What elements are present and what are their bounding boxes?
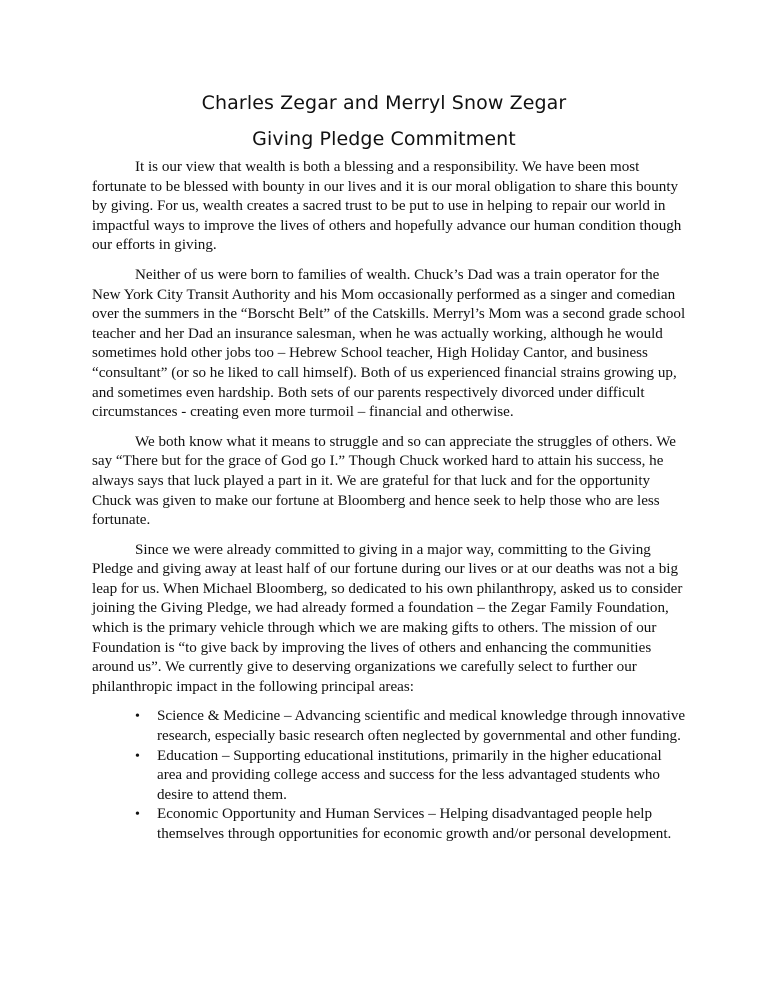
list-item-text: Education – Supporting educational institutions, primarily in the higher educational area and providing college access and success for the less advantaged students who desire to attend them. xyxy=(157,747,662,803)
focus-areas-list xyxy=(92,707,690,844)
bullet-icon: • xyxy=(135,748,140,764)
paragraph-4: Since we were already committed to giving in a major way, committing to the Giving Pledge and giving away at least half of our fortune during our lives or at our deaths was not a big leap for us. When Michael Bloomberg, so dedicated to his own philanthropy, asked us to consider joining the Giving Pledge, we had already formed a foundation – the Zegar Family Foundation, which is the primary vehicle through which we are making gifts to others. The mission of our Foundation is “to give back by improving the lives of others and enhancing the communities around us”. We currently give to deserving organizations we carefully select to further our philanthropic impact in the following principal areas: xyxy=(92,541,683,695)
document-subtitle: Giving Pledge Commitment xyxy=(252,128,516,150)
list-item xyxy=(135,707,690,746)
document-body xyxy=(92,158,690,845)
list-item xyxy=(135,747,690,806)
document-title: Charles Zegar and Merryl Snow Zegar xyxy=(201,92,567,114)
bullet-icon: • xyxy=(135,709,140,725)
list-item-text: Science & Medicine – Advancing scientific and medical knowledge through innovative research, especially basic research often neglected by governmental and other funding. xyxy=(157,708,686,745)
list-item xyxy=(135,805,690,844)
paragraph-2: Neither of us were born to families of wealth. Chuck’s Dad was a train operator for the New York City Transit Authority and his Mom occasionally performed as a singer and comedian over the summers in the “Borscht Belt” of the Catskills. Merryl’s Mom was a second grade school teacher and her Dad an insurance salesman, when he was actually working, although he would sometimes hold other jobs too – Hebrew School teacher, High Holiday Cantor, and business “consultant” (or so he liked to call himself). Both of us experienced financial strains growing up, and sometimes even hardship. Both sets of our parents respectively divorced under difficult circumstances - creating even more turmoil – financial and otherwise. xyxy=(92,266,686,421)
list-item-text: Economic Opportunity and Human Services – Helping disadvantaged people help themselves through opportunities for economic growth and/or personal development. xyxy=(157,806,672,842)
paragraph-1: It is our view that wealth is both a blessing and a responsibility. We have been most fortunate to be blessed with bounty in our lives and it is our moral obligation to share this bounty by giving. For us, wealth creates a sacred trust to be put to use in helping to repair our world in impactful ways to improve the lives of others and hopefully advance our human condition though our efforts in giving. xyxy=(92,159,682,254)
bullet-icon: • xyxy=(135,807,140,823)
paragraph-3: We both know what it means to struggle and so can appreciate the struggles of others. We say “There but for the grace of God go I.” Though Chuck worked hard to attain his success, he always says that luck played a part in it. We are grateful for that luck and for the opportunity Chuck was given to make our fortune at Bloomberg and hence seek to help those who are less fortunate. xyxy=(92,433,676,529)
